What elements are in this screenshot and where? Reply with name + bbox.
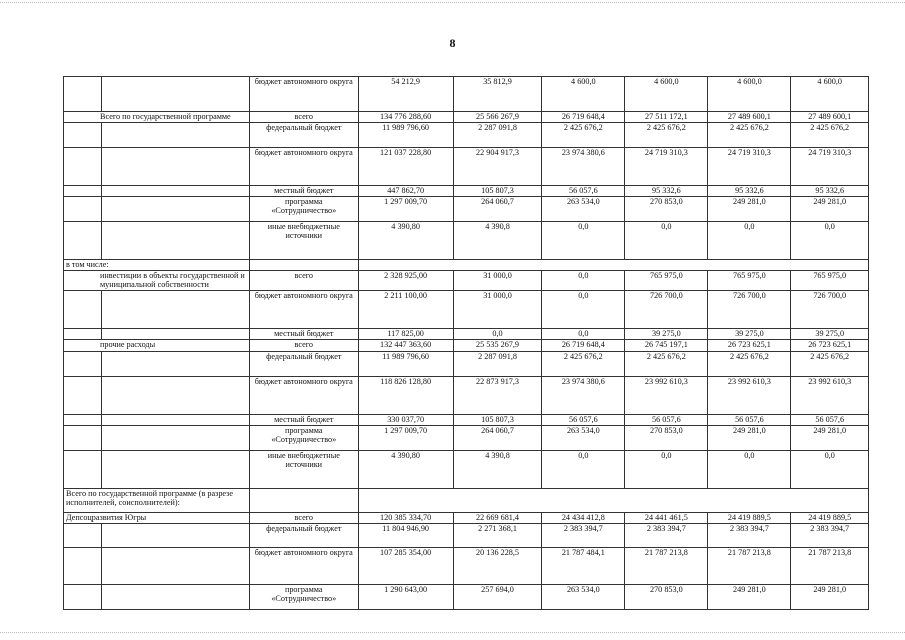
amount-cell: 22 904 917,3 [453,148,542,186]
amount-cell: 95 332,6 [708,186,791,197]
executor-cell [101,328,249,339]
table-row [64,425,869,450]
table-row [64,123,869,148]
executor-cell [101,222,249,260]
executor-cell [101,584,249,609]
executor-cell [101,547,249,584]
amount-cell: 0,0 [625,222,708,260]
amount-cell: 24 434 412,8 [542,512,625,523]
amount-cell: 121 037 228,80 [358,148,453,186]
amount-cell: 0,0 [791,222,869,260]
amount-cell: 27 511 172,1 [625,112,708,123]
amount-cell: 0,0 [453,328,542,339]
amount-cell: 4 600,0 [625,77,708,112]
program-label [64,148,102,186]
amount-cell: 4 390,80 [358,222,453,260]
amount-cell: 25 566 267,9 [453,112,542,123]
amount-cell: 23 992 610,3 [625,376,708,414]
amount-cell: 24 441 461,5 [625,512,708,523]
executor-cell [101,186,249,197]
amount-cell: 120 385 334,70 [358,512,453,523]
section-header-row [64,260,869,271]
amount-cell: 257 694,0 [453,584,542,609]
executor-cell [101,351,249,376]
executor-cell [101,523,249,547]
amount-cell: 2 383 394,7 [708,523,791,547]
empty-cell [250,260,359,271]
program-label [64,547,102,584]
amount-cell: 264 060,7 [453,425,542,450]
amount-cell: 726 700,0 [708,290,791,328]
funding-source: программа «Сотрудничество» [250,197,359,222]
amount-cell: 2 425 676,2 [542,123,625,148]
program-label: Депсоцразвития Югры [64,512,250,523]
amount-cell: 270 853,0 [625,425,708,450]
amount-cell: 35 812,9 [453,77,542,112]
amount-cell: 4 390,80 [358,450,453,488]
table-row [64,77,869,112]
amount-cell: 2 425 676,2 [708,123,791,148]
executor-cell [101,290,249,328]
amount-cell: 24 419 889,5 [791,512,869,523]
amount-cell: 24 719 310,3 [791,148,869,186]
amount-cell: 249 281,0 [708,197,791,222]
amount-cell: 11 989 796,60 [358,123,453,148]
amount-cell: 21 787 213,8 [625,547,708,584]
amount-cell: 134 776 288,60 [358,112,453,123]
amount-cell: 2 383 394,7 [791,523,869,547]
amount-cell: 39 275,0 [791,328,869,339]
executor-cell [101,450,249,488]
program-label [64,584,102,609]
empty-cell [358,260,868,271]
amount-cell: 26 723 625,1 [791,339,869,351]
executor-cell [101,148,249,186]
amount-cell: 263 534,0 [542,425,625,450]
table-row [64,290,869,328]
amount-cell: 0,0 [708,450,791,488]
amount-cell: 4 600,0 [542,77,625,112]
program-label [64,197,102,222]
table-row [64,414,869,425]
executor-cell [101,425,249,450]
amount-cell: 249 281,0 [708,425,791,450]
amount-cell: 0,0 [791,450,869,488]
table-row [64,512,869,523]
amount-cell: 118 826 128,80 [358,376,453,414]
amount-cell: 2 211 100,00 [358,290,453,328]
amount-cell: 132 447 363,60 [358,339,453,351]
amount-cell: 56 057,6 [625,414,708,425]
funding-source: программа «Сотрудничество» [250,425,359,450]
program-label: Всего по государственной программе [64,112,250,123]
amount-cell: 0,0 [625,450,708,488]
amount-cell: 21 787 213,8 [708,547,791,584]
amount-cell: 25 535 267,9 [453,339,542,351]
program-label [64,425,102,450]
table-row [64,450,869,488]
amount-cell: 765 975,0 [791,271,869,291]
amount-cell: 726 700,0 [625,290,708,328]
amount-cell: 105 807,3 [453,414,542,425]
amount-cell: 95 332,6 [625,186,708,197]
amount-cell: 0,0 [542,222,625,260]
amount-cell: 765 975,0 [625,271,708,291]
scan-edge-bottom [0,632,905,633]
amount-cell: 26 719 648,4 [542,339,625,351]
table-row [64,547,869,584]
amount-cell: 31 000,0 [453,271,542,291]
funding-source: федеральный бюджет [250,351,359,376]
table-row [64,197,869,222]
page-number: 8 [449,36,456,50]
amount-cell: 105 807,3 [453,186,542,197]
executor-cell [101,414,249,425]
table-row [64,339,869,351]
amount-cell: 24 419 889,5 [708,512,791,523]
funding-source: всего [250,339,359,351]
amount-cell: 56 057,6 [542,414,625,425]
amount-cell: 2 425 676,2 [708,351,791,376]
amount-cell: 4 600,0 [708,77,791,112]
amount-cell: 27 489 600,1 [791,112,869,123]
funding-source: бюджет автономного округа [250,148,359,186]
executor-cell [101,376,249,414]
table-row [64,351,869,376]
executor-cell [101,197,249,222]
amount-cell: 26 723 625,1 [708,339,791,351]
funding-source: иные внебюджетные источники [250,450,359,488]
amount-cell: 2 425 676,2 [542,351,625,376]
amount-cell: 330 037,70 [358,414,453,425]
amount-cell: 4 390,8 [453,222,542,260]
amount-cell: 11 989 796,60 [358,351,453,376]
amount-cell: 22 669 681,4 [453,512,542,523]
empty-cell [250,488,359,512]
funding-source: местный бюджет [250,328,359,339]
program-label [64,414,102,425]
amount-cell: 23 992 610,3 [708,376,791,414]
amount-cell: 263 534,0 [542,197,625,222]
program-label [64,376,102,414]
amount-cell: 39 275,0 [708,328,791,339]
amount-cell: 26 745 197,1 [625,339,708,351]
program-label [64,523,102,547]
amount-cell: 0,0 [708,222,791,260]
amount-cell: 95 332,6 [791,186,869,197]
program-label: прочие расходы [64,339,250,351]
amount-cell: 26 719 648,4 [542,112,625,123]
amount-cell: 23 974 380,6 [542,148,625,186]
amount-cell: 270 853,0 [625,197,708,222]
program-label [64,328,102,339]
section-header-row [64,488,869,512]
amount-cell: 21 787 484,1 [542,547,625,584]
amount-cell: 4 600,0 [791,77,869,112]
program-label [64,77,102,112]
amount-cell: 107 285 354,00 [358,547,453,584]
section-title: в том числе: [64,260,250,271]
funding-source: бюджет автономного округа [250,376,359,414]
program-label [64,450,102,488]
program-label [64,186,102,197]
amount-cell: 27 489 600,1 [708,112,791,123]
amount-cell: 1 297 009,70 [358,425,453,450]
amount-cell: 24 719 310,3 [625,148,708,186]
empty-cell [358,488,868,512]
table-row [64,112,869,123]
amount-cell: 4 390,8 [453,450,542,488]
amount-cell: 249 281,0 [791,584,869,609]
amount-cell: 56 057,6 [542,186,625,197]
amount-cell: 2 271 368,1 [453,523,542,547]
scan-edge-top [0,2,905,3]
amount-cell: 20 136 228,5 [453,547,542,584]
amount-cell: 2 425 676,2 [625,123,708,148]
funding-source: федеральный бюджет [250,523,359,547]
amount-cell: 264 060,7 [453,197,542,222]
amount-cell: 0,0 [542,290,625,328]
table-row [64,584,869,609]
table-row [64,328,869,339]
amount-cell: 2 287 091,8 [453,123,542,148]
amount-cell: 726 700,0 [791,290,869,328]
amount-cell: 39 275,0 [625,328,708,339]
amount-cell: 2 383 394,7 [625,523,708,547]
funding-source: бюджет автономного округа [250,290,359,328]
amount-cell: 117 825,00 [358,328,453,339]
funding-source: бюджет автономного округа [250,547,359,584]
funding-source: программа «Сотрудничество» [250,584,359,609]
amount-cell: 56 057,6 [791,414,869,425]
funding-source: всего [250,271,359,291]
funding-source: всего [250,112,359,123]
amount-cell: 56 057,6 [708,414,791,425]
amount-cell: 2 425 676,2 [791,351,869,376]
amount-cell: 249 281,0 [791,425,869,450]
amount-cell: 11 804 946,90 [358,523,453,547]
amount-cell: 2 328 925,00 [358,271,453,291]
table-row [64,523,869,547]
amount-cell: 2 287 091,8 [453,351,542,376]
amount-cell: 2 383 394,7 [542,523,625,547]
amount-cell: 249 281,0 [708,584,791,609]
budget-table [63,76,869,610]
table-row [64,271,869,291]
amount-cell: 2 425 676,2 [625,351,708,376]
executor-cell [101,77,249,112]
program-label [64,290,102,328]
amount-cell: 1 297 009,70 [358,197,453,222]
amount-cell: 447 862,70 [358,186,453,197]
program-label: инвестиции в объекты государственной и муниципальной собственности [64,271,250,291]
funding-source: всего [250,512,359,523]
amount-cell: 2 425 676,2 [791,123,869,148]
section-title: Всего по государственной программе (в разрезе исполнителей, соисполнителей): [64,488,250,512]
funding-source: бюджет автономного округа [250,77,359,112]
funding-source: местный бюджет [250,186,359,197]
amount-cell: 24 719 310,3 [708,148,791,186]
table-row [64,148,869,186]
program-label [64,351,102,376]
table-row [64,222,869,260]
table-row [64,186,869,197]
amount-cell: 765 975,0 [708,271,791,291]
amount-cell: 0,0 [542,271,625,291]
funding-source: иные внебюджетные источники [250,222,359,260]
amount-cell: 23 974 380,6 [542,376,625,414]
funding-source: федеральный бюджет [250,123,359,148]
amount-cell: 23 992 610,3 [791,376,869,414]
amount-cell: 54 212,9 [358,77,453,112]
amount-cell: 22 873 917,3 [453,376,542,414]
amount-cell: 0,0 [542,450,625,488]
amount-cell: 31 000,0 [453,290,542,328]
amount-cell: 21 787 213,8 [791,547,869,584]
funding-source: местный бюджет [250,414,359,425]
amount-cell: 0,0 [542,328,625,339]
program-label [64,123,102,148]
program-label [64,222,102,260]
amount-cell: 263 534,0 [542,584,625,609]
executor-cell [101,123,249,148]
amount-cell: 1 290 643,00 [358,584,453,609]
table-body [64,77,869,610]
amount-cell: 249 281,0 [791,197,869,222]
amount-cell: 270 853,0 [625,584,708,609]
table-row [64,376,869,414]
